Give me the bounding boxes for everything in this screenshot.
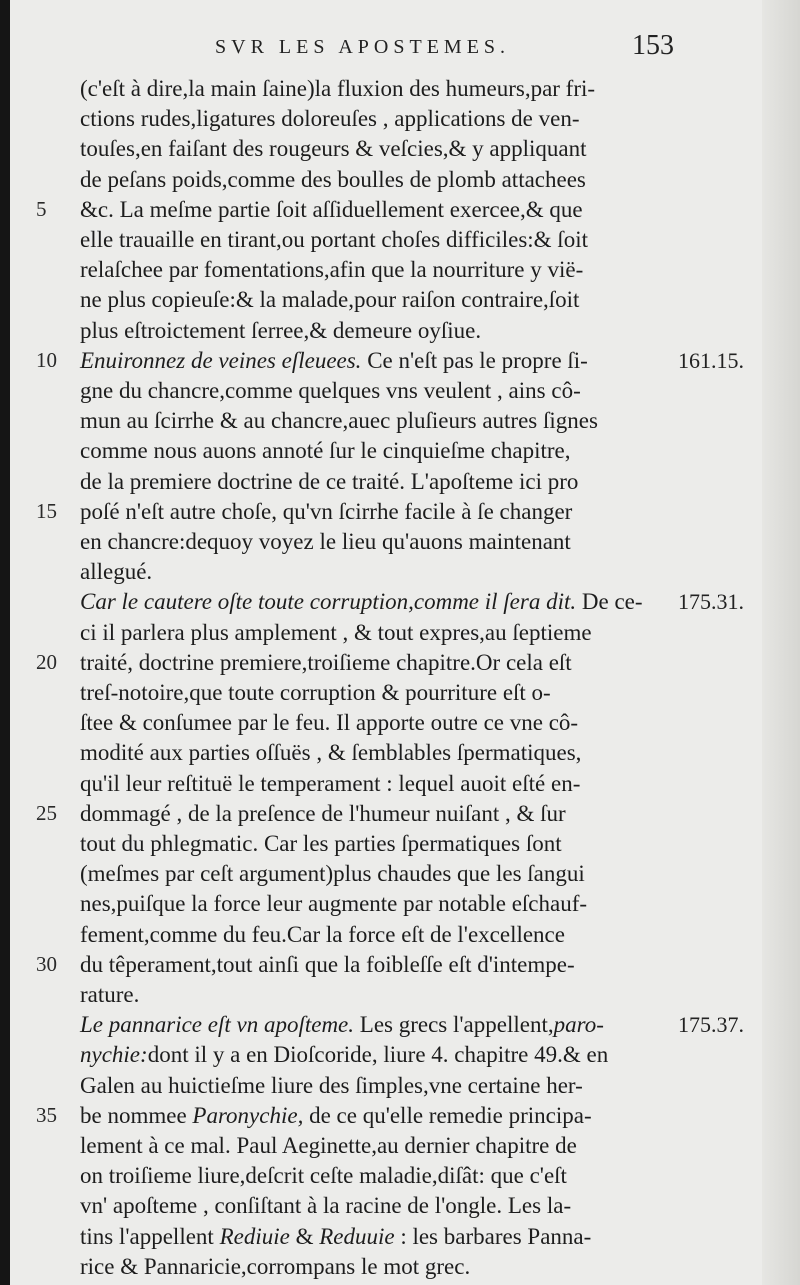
running-head: SVR LES APOSTEMES. bbox=[215, 36, 511, 58]
text-line bbox=[80, 285, 680, 315]
text-run: ci il parlera plus amplement , & tout expres,au ſeptieme bbox=[80, 619, 592, 645]
text-run: &c. La meſme partie ſoit aſſiduellement exercee,& que bbox=[80, 196, 583, 222]
text-line bbox=[80, 557, 680, 587]
text-line bbox=[80, 104, 680, 134]
text-line bbox=[80, 1101, 680, 1131]
text-line bbox=[80, 587, 680, 617]
text-run: tout du phlegmatic. Car les parties ſpermatiques ſont bbox=[80, 831, 562, 856]
text-line bbox=[80, 134, 680, 164]
text-run: lement à ce mal. Paul Aeginette,au dernier chapitre de bbox=[80, 1133, 577, 1158]
lemma-italic: Paronychie, bbox=[192, 1102, 304, 1128]
text-run: nes,puiſque la force leur augmente par notable eſchauf- bbox=[80, 891, 588, 917]
text-line bbox=[80, 889, 680, 919]
text-line bbox=[80, 195, 680, 225]
line-number: 20 bbox=[36, 649, 57, 674]
page-edge-shadow bbox=[762, 0, 800, 1285]
lemma-italic: Car le cautere oſte toute corruption,comme il ſera dit. bbox=[80, 589, 582, 615]
text-line bbox=[80, 497, 680, 527]
text-line bbox=[80, 618, 680, 648]
text-run: du têperament,tout ainſi que la foibleſſe eſt d'intempe- bbox=[80, 951, 575, 977]
text-run: de ce qu'elle remedie principa- bbox=[303, 1102, 592, 1128]
text-run: traité, doctrine premiere,troiſieme chapitre.Or cela eſt bbox=[80, 649, 572, 675]
text-line bbox=[80, 376, 680, 406]
text-line bbox=[80, 436, 680, 466]
text-run: (c'eſt à dire,la main ſaine)la fluxion des humeurs,par fri- bbox=[80, 76, 596, 101]
text-run: tins l'appellent bbox=[80, 1223, 220, 1249]
text-run: relaſchee par fomentations,afin que la nourriture y vië- bbox=[80, 257, 584, 283]
line-number: 10 bbox=[36, 347, 57, 372]
binding-gutter bbox=[0, 0, 10, 1285]
text-line bbox=[80, 1040, 680, 1070]
text-line bbox=[80, 1191, 680, 1221]
text-run: De ce- bbox=[581, 589, 643, 615]
lemma-italic: nychie: bbox=[80, 1042, 148, 1068]
text-run: (meſmes par ceſt argument)plus chaudes que les ſangui bbox=[80, 861, 585, 887]
text-line bbox=[80, 1131, 680, 1161]
text-run: on troiſieme liure,deſcrit ceſte maladie,diſât: que c'eſt bbox=[80, 1163, 567, 1189]
text-run: rice & Pannaricie,corrompans le mot grec. bbox=[80, 1253, 471, 1279]
text-line bbox=[80, 799, 680, 829]
text-line bbox=[80, 738, 680, 768]
text-run: Galen au huictieſme liure des ſimples,vne certaine her- bbox=[80, 1072, 583, 1098]
line-number: 35 bbox=[36, 1102, 57, 1127]
text-line bbox=[80, 316, 680, 346]
text-run: de la premiere doctrine de ce traité. L'apoſteme ici pro bbox=[80, 468, 579, 494]
text-run: vn' apoſteme , conſiſtant à la racine de l'ongle. Les la- bbox=[80, 1193, 572, 1219]
text-run: Ce n'eſt pas le propre ſi- bbox=[367, 347, 588, 373]
text-run: mun au ſcirrhe & au chancre,auec pluſieurs autres ſignes bbox=[80, 408, 598, 434]
text-line bbox=[80, 1252, 680, 1282]
text-run: poſé n'eſt autre choſe, qu'vn ſcirrhe facile à ſe changer bbox=[80, 498, 573, 524]
text-run: ſtee & conſumee par le feu. Il apporte outre ce vne cô- bbox=[80, 710, 579, 736]
text-line bbox=[80, 346, 680, 376]
text-run: modité aux parties oſſuës , & ſemblables ſpermatiques, bbox=[80, 740, 582, 766]
text-line bbox=[80, 980, 680, 1010]
text-line bbox=[80, 406, 680, 436]
text-line bbox=[80, 920, 680, 950]
text-run: comme nous auons annoté ſur le cinquieſme chapitre, bbox=[80, 438, 571, 464]
text-run: dont il y a en Dioſcoride, liure 4. chapitre 49.& en bbox=[147, 1042, 609, 1068]
margin-reference: 175.31. bbox=[678, 589, 744, 615]
text-line bbox=[80, 859, 680, 889]
text-run: allegué. bbox=[80, 559, 153, 585]
line-number: 15 bbox=[36, 498, 57, 523]
text-line bbox=[80, 829, 680, 859]
text-run: dommagé , de la preſence de l'humeur nuiſant , & ſur bbox=[80, 800, 566, 826]
text-line bbox=[80, 769, 680, 799]
text-line bbox=[80, 648, 680, 678]
text-run: de peſans poids,comme des boulles de plomb attachees bbox=[80, 166, 586, 192]
lemma-italic: Reduuie bbox=[319, 1223, 395, 1249]
text-line bbox=[80, 950, 680, 980]
text-run: rature. bbox=[80, 982, 140, 1007]
text-run: fement,comme du feu.Car la force eſt de l'excellence bbox=[80, 921, 565, 947]
text-line bbox=[80, 467, 680, 497]
page-number: 153 bbox=[632, 30, 674, 61]
text-run: plus eſtroictement ſerree,& demeure oyſiue. bbox=[80, 317, 482, 343]
text-run: Les grecs l'appellent, bbox=[359, 1012, 554, 1038]
text-run: ne plus copieuſe:& la malade,pour raiſon contraire,ſoit bbox=[80, 287, 580, 313]
text-run: qu'il leur reſtituë le temperament : lequel auoit eſté en- bbox=[80, 770, 581, 796]
text-line bbox=[80, 1161, 680, 1191]
line-number: 25 bbox=[36, 800, 57, 825]
text-run: treſ-notoire,que toute corruption & pourriture eſt o- bbox=[80, 680, 551, 705]
page-header bbox=[10, 30, 800, 72]
book-page bbox=[10, 0, 800, 1285]
text-line bbox=[80, 678, 680, 708]
lemma-italic: paro- bbox=[553, 1012, 604, 1038]
text-line bbox=[80, 74, 680, 104]
text-line bbox=[80, 1010, 680, 1040]
text-line bbox=[80, 708, 680, 738]
line-number: 5 bbox=[36, 196, 47, 221]
text-run: ctions rudes,ligatures doloreuſes , applications de ven- bbox=[80, 106, 580, 132]
margin-reference: 175.37. bbox=[678, 1012, 744, 1038]
text-line bbox=[80, 165, 680, 195]
lemma-italic: Enuironnez de veines eſleuees. bbox=[80, 347, 368, 373]
text-run: : les barbares Panna- bbox=[394, 1223, 592, 1249]
lemma-italic: Rediuie bbox=[219, 1223, 290, 1249]
text-run: elle trauaille en tirant,ou portant choſes difficiles:& ſoit bbox=[80, 227, 588, 252]
text-line bbox=[80, 527, 680, 557]
margin-reference: 161.15. bbox=[678, 347, 744, 373]
text-line bbox=[80, 225, 680, 255]
text-run: be nommee bbox=[80, 1102, 193, 1128]
text-run: & bbox=[289, 1223, 320, 1249]
lemma-italic: Le pannarice eſt vn apoſteme. bbox=[80, 1012, 360, 1038]
text-run: gne du chancre,comme quelques vns veulent , ains cô- bbox=[80, 378, 581, 403]
text-line bbox=[80, 1071, 680, 1101]
text-line bbox=[80, 255, 680, 285]
text-run: en chancre:dequoy voyez le lieu qu'auons maintenant bbox=[80, 529, 571, 554]
text-run: touſes,en faiſant des rougeurs & veſcies,& y appliquant bbox=[80, 136, 587, 162]
text-line bbox=[80, 1222, 680, 1252]
line-number: 30 bbox=[36, 951, 57, 976]
